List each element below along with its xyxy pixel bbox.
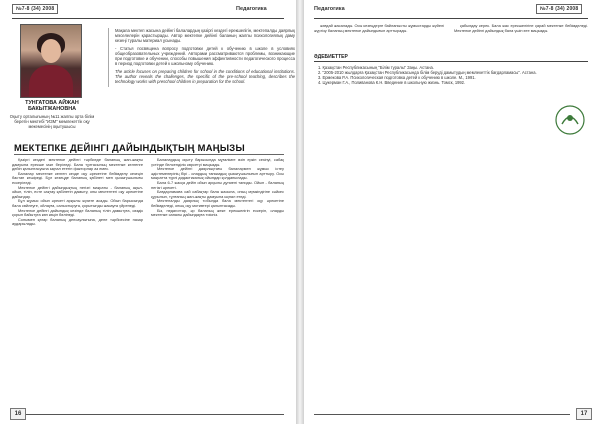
left-column-1 [12, 158, 143, 227]
paragraph: жағдай жасалады. Осы кезеңдерге байланысты жұмыстарды жүйелі жүргізу баланың мектепке дайындығын арттырады. [314, 23, 444, 33]
references-heading: ӘДЕБИЕТТЕР [314, 54, 348, 60]
right-top-column-1 [314, 24, 444, 33]
references-divider [314, 61, 588, 62]
paragraph: Мектепке дейінгі дайындық кезінде баланың тілін дамытуға, сөздік қорын байытуға көп көңіл бөлінеді. [12, 207, 143, 218]
paragraph: Бұл жұмыс ойын әрекеті арқылы жүзеге асады. Ойын барысында бала сөйлеуге, ойлауға, салыстыруға, қорытынды жасауға үйренеді. [12, 198, 143, 208]
paragraph: Мектепке дейінгі даярлықтағы балалармен жұмыс істеу әдістемелерінің бірі - олардың танымдық қызығушылығын арттыру. Осы мақсатта түрлі дидактикалық ойындар қолданылады. [151, 166, 284, 181]
header-divider [314, 18, 588, 19]
author-name-line2: БАКЫТЖАНОВНА [27, 106, 77, 112]
abstract-russian: - Статья посвящена вопросу подготовки детей к обучению в школе в условиях общеобразовательных учреждений. Авторами рассматриваются проблемы, возникающие при подготовке и обучении, способы повышения эффективности педагогического процесса в период подготовки детей к школьному обучению. [115, 46, 295, 66]
journal-logo-icon [554, 104, 586, 136]
abstract-english: The article focuses on preparing children for school in the conditions of educational institutions. The author reveals the challenges, the specific of the pre-school teaching, describes the technology works with preschool children in preparation for the school. [115, 69, 295, 84]
left-section-label: Педагогика [236, 6, 267, 12]
right-issue-tag [536, 6, 582, 16]
photo-face [41, 39, 61, 63]
spread-gutter [296, 0, 304, 424]
paragraph: Қазіргі кездегі мектепке дейінгі тәрбиеде баланың жан-жақты дамуына ерекше мән беріледі. Бала тұлғасының мектепке келгенге дейін қалыптасуына ықпал ететін факторлар аз емес. [12, 157, 143, 172]
paragraph: Бала 6-7 жасқа дейін ойын арқылы дүниені таниды. Ойын - баланың негізгі әрекеті. [151, 179, 284, 190]
author-name-line1: ТУНГАТОВА АЙЖАН [25, 100, 79, 106]
paragraph: Балалар мектепке келген кезде оқу әрекетіне бейімделу кезеңін бастан кешіреді. Бұл кезеңде баланың қабілеті мен қызығушылығы ескеріледі. [12, 170, 143, 185]
right-page [304, 0, 600, 424]
footer-divider [314, 414, 570, 415]
page-number: 16 [10, 408, 26, 420]
page-number: 17 [576, 408, 592, 420]
author-bio: Оқыту орталығының №11 жалпы орта білім беретін мектебі "ИЗМ" мемлекеттік оқу мекемесінің оқытушысы [9, 114, 95, 129]
author-photo [20, 24, 82, 98]
reference-item: 1. Қазақстан Республикасының "Білім туралы" Заңы. Астана. [318, 65, 434, 70]
abstract-kazakh: Мақала мектеп жасына дейінгі балалардың қазіргі кездегі ерекшелігін, мектепалды даярлық мәселелерін қарастырады. Автор мектепке дейінгі баланың жалпы психологиялық даму кезеңі туралы материал ұсынады. [115, 28, 295, 43]
right-top-column-2 [454, 24, 588, 33]
references-list [314, 65, 588, 85]
paragraph: Біз, педагогтар, әр баланың жеке ерекшелігін ескеріп, оларды мектепке сапалы дайындауға тиіспіз. [151, 207, 284, 218]
reference-item: 4. Цукерман Г.А., Поливанова К.Н. Введение в школьную жизнь. Томск, 1992. [318, 80, 466, 85]
article-title: МЕКТЕПКЕ ДЕЙІНГІ ДАЙЫНДЫҚТЫҢ МАҢЫЗЫ [14, 142, 284, 155]
left-column-2 [151, 158, 284, 218]
issue-label: №7-8 (34) 2008 [536, 4, 582, 14]
issue-label: №7-8 (34) 2008 [12, 4, 58, 14]
left-page [0, 0, 296, 424]
left-issue-tag [12, 6, 58, 16]
paragraph: Балалардың оқыту барысында мұғалімге өзін еркін сезінуі, сабақ үстінде белсенділік көрсетуі маңызды. [151, 157, 284, 167]
paragraph: Бағдарламаға сай сабақтар бала жасына, оның мүмкіндігіне сәйкес құрылып, тұлғаның жан-жақты дамуына ықпал етеді. [151, 189, 284, 199]
author-block [6, 100, 98, 129]
paragraph: Сонымен қатар баланың денсаулығына, дене тәрбиесіне назар аударылады. [12, 216, 143, 227]
paragraph: қабылдау керек. Бала жас ерекшелігіне қарай мектепке бейімделеді. Мектепке дейінгі дайындық бала үшін өте маңызды. [454, 23, 588, 33]
right-section-label: Педагогика [314, 6, 345, 12]
abstract-block [108, 28, 295, 87]
header-divider [12, 18, 284, 19]
footer-divider [26, 414, 284, 415]
reference-item: 3. Ермекова Р.А. Психологическая подготовка детей к обучению в школе. М., 1991. [318, 75, 476, 80]
photo-body [29, 65, 73, 97]
reference-item: 2. "2005-2010 жылдарға Қазақстан Республикасында білім беруді дамытудың мемлекеттік бағдарламасы". Астана. [318, 70, 537, 75]
paragraph: Мектепке дейінгі дайындықтың негізгі мақсаты - баланың ақыл-ойын, тілін, есте сақтау қабілетін дамыту, оны мектептегі оқу әрекетіне дайындау. [12, 184, 143, 199]
paragraph: Мектепалды даярлық тобында бала мектептегі оқу әрекетіне бейімделеді, оның оқу мотивтері қалыптасады. [151, 198, 284, 208]
